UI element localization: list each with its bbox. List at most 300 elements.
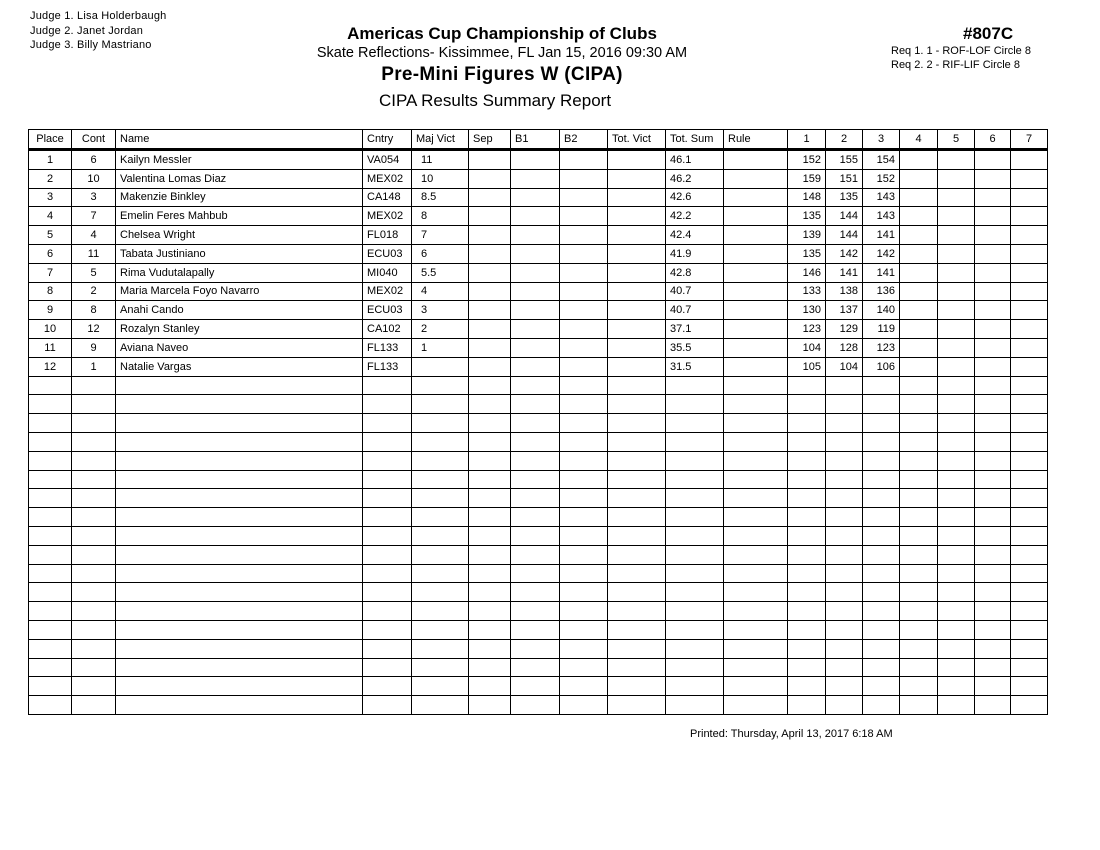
table-cell xyxy=(900,620,938,639)
table-cell: CA102 xyxy=(363,320,412,339)
table-cell xyxy=(975,150,1011,170)
table-cell: 8 xyxy=(412,207,469,226)
empty-table-row xyxy=(29,451,1048,470)
table-cell xyxy=(72,508,116,527)
table-cell xyxy=(511,282,560,301)
table-cell xyxy=(29,376,72,395)
table-cell xyxy=(608,414,666,433)
table-cell xyxy=(724,583,788,602)
table-cell xyxy=(469,263,511,282)
table-cell xyxy=(900,639,938,658)
table-cell xyxy=(788,602,826,621)
table-cell: 40.7 xyxy=(666,282,724,301)
table-cell xyxy=(666,696,724,715)
table-cell xyxy=(511,620,560,639)
table-cell: 3 xyxy=(412,301,469,320)
table-cell xyxy=(469,545,511,564)
table-cell: 6 xyxy=(72,150,116,170)
table-cell: 104 xyxy=(788,338,826,357)
table-cell xyxy=(788,395,826,414)
table-cell xyxy=(72,526,116,545)
table-cell xyxy=(560,677,608,696)
table-cell xyxy=(363,508,412,527)
table-cell xyxy=(469,244,511,263)
table-cell xyxy=(724,564,788,583)
table-cell xyxy=(938,583,975,602)
table-cell xyxy=(666,432,724,451)
table-cell xyxy=(511,508,560,527)
table-cell xyxy=(975,677,1011,696)
table-cell xyxy=(560,188,608,207)
table-cell xyxy=(72,395,116,414)
table-cell xyxy=(788,639,826,658)
table-cell: MEX02 xyxy=(363,207,412,226)
table-cell xyxy=(666,451,724,470)
table-cell: 12 xyxy=(29,357,72,376)
table-cell xyxy=(363,451,412,470)
column-header: Cont xyxy=(72,130,116,150)
column-header: Place xyxy=(29,130,72,150)
table-cell: 105 xyxy=(788,357,826,376)
table-cell xyxy=(511,696,560,715)
table-cell xyxy=(511,602,560,621)
table-cell: 1 xyxy=(412,338,469,357)
table-cell xyxy=(511,677,560,696)
table-cell xyxy=(608,639,666,658)
table-cell xyxy=(116,677,363,696)
table-cell xyxy=(900,545,938,564)
table-cell xyxy=(363,602,412,621)
table-cell xyxy=(938,188,975,207)
table-cell xyxy=(826,677,863,696)
table-cell xyxy=(608,301,666,320)
table-cell xyxy=(608,583,666,602)
table-cell xyxy=(560,470,608,489)
table-row xyxy=(29,357,1048,376)
table-cell: 41.9 xyxy=(666,244,724,263)
table-cell xyxy=(72,432,116,451)
table-cell xyxy=(511,395,560,414)
table-cell xyxy=(116,583,363,602)
table-cell xyxy=(412,414,469,433)
table-cell xyxy=(938,451,975,470)
table-cell: 135 xyxy=(788,244,826,263)
table-cell xyxy=(363,470,412,489)
column-header: 1 xyxy=(788,130,826,150)
table-cell: FL133 xyxy=(363,357,412,376)
table-cell xyxy=(975,414,1011,433)
table-cell xyxy=(511,226,560,245)
table-cell xyxy=(1011,244,1048,263)
table-cell xyxy=(72,489,116,508)
table-cell xyxy=(511,470,560,489)
table-cell xyxy=(608,696,666,715)
table-cell xyxy=(900,451,938,470)
table-cell xyxy=(412,526,469,545)
table-cell xyxy=(412,696,469,715)
table-cell xyxy=(788,620,826,639)
table-cell xyxy=(666,564,724,583)
table-cell xyxy=(412,564,469,583)
empty-table-row xyxy=(29,432,1048,451)
table-cell: 154 xyxy=(863,150,900,170)
table-cell xyxy=(788,658,826,677)
table-cell xyxy=(29,508,72,527)
table-cell xyxy=(469,620,511,639)
table-cell xyxy=(938,658,975,677)
table-cell xyxy=(724,451,788,470)
table-cell xyxy=(72,602,116,621)
table-header-row xyxy=(29,130,1048,150)
table-cell: 11 xyxy=(412,150,469,170)
table-cell xyxy=(1011,150,1048,170)
table-cell xyxy=(975,696,1011,715)
table-cell xyxy=(511,451,560,470)
table-cell xyxy=(412,432,469,451)
table-cell xyxy=(469,226,511,245)
table-cell xyxy=(900,263,938,282)
table-cell xyxy=(900,150,938,170)
table-cell: Rozalyn Stanley xyxy=(116,320,363,339)
table-cell xyxy=(724,432,788,451)
table-cell xyxy=(469,357,511,376)
table-cell xyxy=(900,169,938,188)
table-cell xyxy=(469,207,511,226)
table-cell: 5 xyxy=(72,263,116,282)
table-cell xyxy=(666,508,724,527)
table-cell xyxy=(29,602,72,621)
column-header: Sep xyxy=(469,130,511,150)
table-cell: 144 xyxy=(826,207,863,226)
table-cell xyxy=(826,545,863,564)
table-cell xyxy=(412,583,469,602)
table-cell: 7 xyxy=(29,263,72,282)
table-cell: 42.4 xyxy=(666,226,724,245)
table-cell: 138 xyxy=(826,282,863,301)
table-cell xyxy=(363,620,412,639)
table-cell xyxy=(666,470,724,489)
table-cell xyxy=(1011,301,1048,320)
table-cell: 141 xyxy=(863,226,900,245)
table-cell xyxy=(826,376,863,395)
table-cell xyxy=(363,432,412,451)
table-cell: Aviana Naveo xyxy=(116,338,363,357)
table-cell xyxy=(788,545,826,564)
table-cell xyxy=(938,508,975,527)
column-header: 3 xyxy=(863,130,900,150)
venue-date: Skate Reflections- Kissimmee, FL Jan 15, 2016 09:30 AM xyxy=(316,45,688,61)
table-cell xyxy=(863,602,900,621)
table-cell xyxy=(900,602,938,621)
table-cell xyxy=(469,564,511,583)
table-row xyxy=(29,244,1048,263)
table-cell xyxy=(975,263,1011,282)
table-cell xyxy=(1011,620,1048,639)
table-cell: Maria Marcela Foyo Navarro xyxy=(116,282,363,301)
table-cell xyxy=(1011,564,1048,583)
table-cell xyxy=(608,188,666,207)
table-cell xyxy=(724,320,788,339)
table-cell xyxy=(724,357,788,376)
table-cell xyxy=(900,696,938,715)
table-cell xyxy=(938,639,975,658)
table-cell: 152 xyxy=(788,150,826,170)
table-cell: 6 xyxy=(412,244,469,263)
table-cell xyxy=(938,620,975,639)
table-cell xyxy=(975,244,1011,263)
table-cell xyxy=(938,244,975,263)
table-cell: 4 xyxy=(29,207,72,226)
table-cell xyxy=(938,602,975,621)
table-cell xyxy=(116,508,363,527)
table-cell xyxy=(29,526,72,545)
table-cell xyxy=(900,526,938,545)
table-cell xyxy=(724,150,788,170)
table-cell xyxy=(975,282,1011,301)
table-cell xyxy=(511,188,560,207)
table-cell xyxy=(788,432,826,451)
table-cell: 46.1 xyxy=(666,150,724,170)
table-cell xyxy=(363,696,412,715)
table-cell xyxy=(560,432,608,451)
table-cell: MEX02 xyxy=(363,169,412,188)
table-cell xyxy=(412,658,469,677)
table-cell xyxy=(788,526,826,545)
table-cell xyxy=(608,432,666,451)
table-cell: 12 xyxy=(72,320,116,339)
column-header: Name xyxy=(116,130,363,150)
table-cell: 10 xyxy=(72,169,116,188)
table-cell xyxy=(469,376,511,395)
table-cell xyxy=(826,583,863,602)
table-cell xyxy=(900,658,938,677)
table-cell: 139 xyxy=(788,226,826,245)
table-cell xyxy=(826,602,863,621)
table-cell: 31.5 xyxy=(666,357,724,376)
table-cell xyxy=(412,620,469,639)
table-cell xyxy=(900,338,938,357)
printed-timestamp: Printed: Thursday, April 13, 2017 6:18 AM xyxy=(690,728,893,740)
table-cell xyxy=(826,489,863,508)
table-cell xyxy=(1011,320,1048,339)
table-cell xyxy=(1011,677,1048,696)
table-cell xyxy=(863,451,900,470)
table-cell xyxy=(826,432,863,451)
table-cell xyxy=(511,320,560,339)
table-cell: ECU03 xyxy=(363,244,412,263)
table-cell xyxy=(511,263,560,282)
table-cell: 8 xyxy=(72,301,116,320)
table-cell xyxy=(116,376,363,395)
table-cell xyxy=(363,564,412,583)
table-cell xyxy=(608,357,666,376)
table-cell xyxy=(900,395,938,414)
table-cell xyxy=(72,620,116,639)
table-cell xyxy=(900,432,938,451)
table-cell xyxy=(900,357,938,376)
table-cell: 42.8 xyxy=(666,263,724,282)
table-cell xyxy=(412,639,469,658)
table-cell xyxy=(363,545,412,564)
table-row xyxy=(29,263,1048,282)
table-cell xyxy=(788,696,826,715)
table-cell: 4 xyxy=(412,282,469,301)
table-cell xyxy=(975,226,1011,245)
table-cell xyxy=(938,696,975,715)
table-cell xyxy=(938,564,975,583)
table-cell xyxy=(116,451,363,470)
table-cell xyxy=(975,395,1011,414)
table-cell xyxy=(608,320,666,339)
table-cell xyxy=(511,526,560,545)
table-cell xyxy=(1011,639,1048,658)
table-cell: 142 xyxy=(863,244,900,263)
table-cell xyxy=(863,639,900,658)
column-header: B2 xyxy=(560,130,608,150)
table-cell xyxy=(666,602,724,621)
table-cell xyxy=(363,414,412,433)
table-cell xyxy=(608,489,666,508)
report-name: CIPA Results Summary Report xyxy=(378,91,612,110)
table-cell xyxy=(724,620,788,639)
table-cell: VA054 xyxy=(363,150,412,170)
table-cell xyxy=(560,564,608,583)
table-cell xyxy=(1011,432,1048,451)
table-cell xyxy=(412,602,469,621)
table-cell xyxy=(469,677,511,696)
table-cell xyxy=(469,169,511,188)
table-cell xyxy=(363,489,412,508)
table-cell xyxy=(900,188,938,207)
table-cell: 8.5 xyxy=(412,188,469,207)
empty-table-row xyxy=(29,564,1048,583)
table-cell: 141 xyxy=(863,263,900,282)
table-cell xyxy=(863,432,900,451)
table-cell xyxy=(788,376,826,395)
table-cell xyxy=(724,602,788,621)
table-cell xyxy=(724,677,788,696)
table-cell: 129 xyxy=(826,320,863,339)
table-cell xyxy=(72,376,116,395)
table-cell xyxy=(938,395,975,414)
table-cell xyxy=(938,470,975,489)
table-cell: 2 xyxy=(72,282,116,301)
table-cell xyxy=(469,526,511,545)
table-cell xyxy=(412,489,469,508)
table-cell xyxy=(29,639,72,658)
table-cell xyxy=(511,658,560,677)
table-cell xyxy=(29,545,72,564)
table-cell xyxy=(975,188,1011,207)
table-cell: 130 xyxy=(788,301,826,320)
table-cell xyxy=(29,658,72,677)
table-cell xyxy=(511,357,560,376)
table-cell: 123 xyxy=(788,320,826,339)
table-cell xyxy=(560,639,608,658)
table-cell xyxy=(608,602,666,621)
table-cell xyxy=(975,470,1011,489)
table-cell xyxy=(900,376,938,395)
table-cell xyxy=(666,677,724,696)
table-cell: Makenzie Binkley xyxy=(116,188,363,207)
table-cell xyxy=(1011,338,1048,357)
table-cell: 37.1 xyxy=(666,320,724,339)
table-cell xyxy=(608,376,666,395)
table-cell xyxy=(863,677,900,696)
table-cell xyxy=(560,489,608,508)
table-cell xyxy=(826,658,863,677)
table-cell xyxy=(724,414,788,433)
table-cell xyxy=(116,564,363,583)
table-cell xyxy=(560,451,608,470)
table-cell: 1 xyxy=(29,150,72,170)
table-cell xyxy=(666,639,724,658)
table-cell xyxy=(412,470,469,489)
table-cell xyxy=(116,432,363,451)
table-cell xyxy=(975,639,1011,658)
table-cell xyxy=(975,508,1011,527)
table-cell xyxy=(724,639,788,658)
table-cell xyxy=(863,696,900,715)
table-cell xyxy=(938,169,975,188)
table-cell: Valentina Lomas Diaz xyxy=(116,169,363,188)
table-cell xyxy=(469,470,511,489)
table-cell xyxy=(826,414,863,433)
table-cell xyxy=(363,677,412,696)
judge-1: Judge 1. Lisa Holderbaugh xyxy=(30,10,167,22)
table-cell xyxy=(560,263,608,282)
table-cell xyxy=(29,677,72,696)
table-cell: 9 xyxy=(72,338,116,357)
table-cell xyxy=(560,620,608,639)
table-cell: 143 xyxy=(863,188,900,207)
table-cell xyxy=(863,470,900,489)
empty-table-row xyxy=(29,677,1048,696)
table-cell xyxy=(608,263,666,282)
table-cell xyxy=(116,470,363,489)
table-cell xyxy=(116,696,363,715)
table-cell: 133 xyxy=(788,282,826,301)
table-cell xyxy=(863,414,900,433)
table-cell: 104 xyxy=(826,357,863,376)
table-cell xyxy=(608,244,666,263)
table-cell xyxy=(72,545,116,564)
table-cell xyxy=(900,244,938,263)
table-cell: 152 xyxy=(863,169,900,188)
table-cell xyxy=(863,620,900,639)
column-header: 6 xyxy=(975,130,1011,150)
table-cell xyxy=(724,282,788,301)
table-cell xyxy=(788,564,826,583)
empty-table-row xyxy=(29,395,1048,414)
table-cell: Tabata Justiniano xyxy=(116,244,363,263)
table-cell xyxy=(788,677,826,696)
table-cell xyxy=(608,526,666,545)
table-cell xyxy=(511,545,560,564)
table-cell xyxy=(560,526,608,545)
table-cell: 3 xyxy=(72,188,116,207)
table-cell xyxy=(116,602,363,621)
table-cell: MEX02 xyxy=(363,282,412,301)
table-cell xyxy=(29,620,72,639)
table-cell: 4 xyxy=(72,226,116,245)
table-cell: 7 xyxy=(412,226,469,245)
table-cell: Rima Vudutalapally xyxy=(116,263,363,282)
table-cell xyxy=(975,451,1011,470)
table-cell: 151 xyxy=(826,169,863,188)
table-cell xyxy=(724,301,788,320)
column-header: Maj Vict xyxy=(412,130,469,150)
